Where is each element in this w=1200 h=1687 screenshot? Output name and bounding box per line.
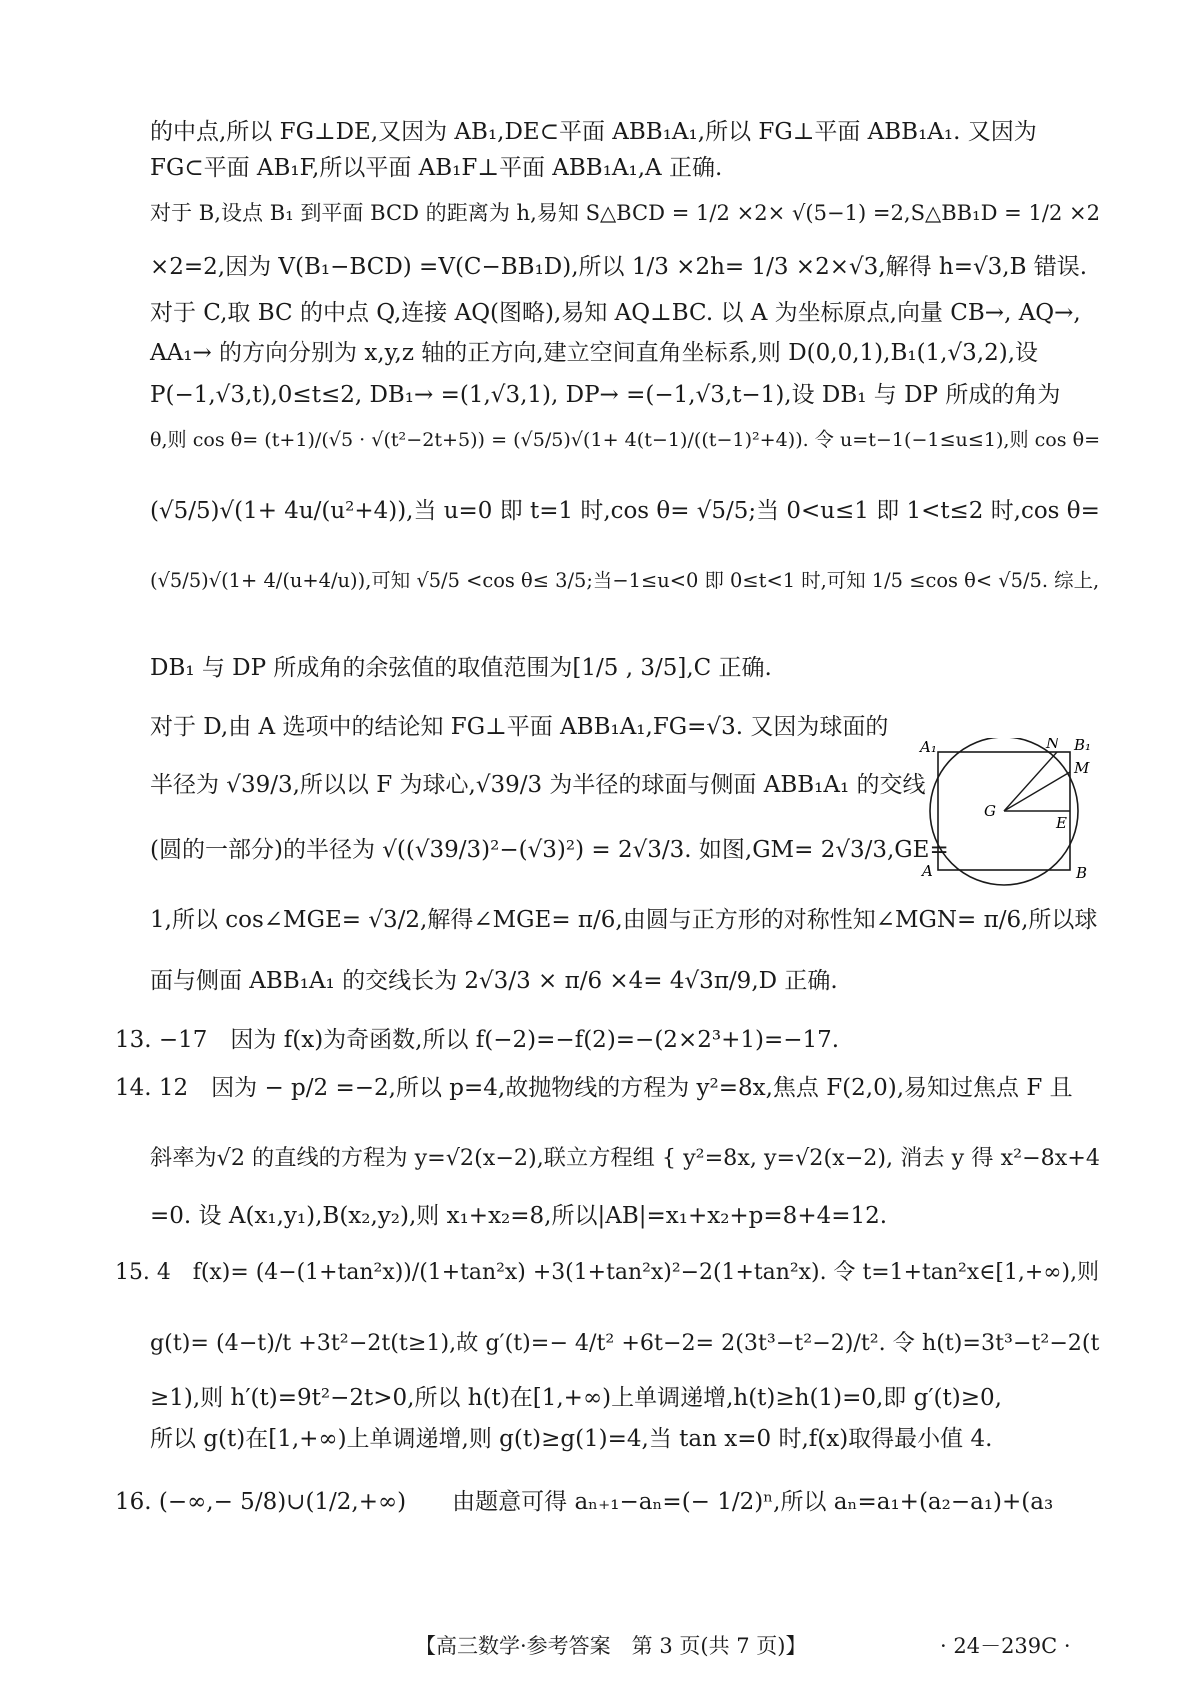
label-m: M [1074,759,1090,777]
text-line-7: P(−1,√3,t),0≤t≤2, DB₁→ =(1,√3,1), DP→ =(−1,√3,t−1),设 DB₁ 与 DP 所成的角为 [150,382,1061,408]
text-line-10: (√5/5)√(1+ 4/(u+4/u)),可知 √5/5 <cos θ≤ 3/5;当−1≤u<0 即 0≤t<1 时,可知 1/5 ≤cos θ< √5/5. 综上, [150,569,1100,592]
footer-page-info: 【高三数学·参考答案 第 3 页(共 7 页)】 [415,1634,807,1658]
answer-13: 13. −17 因为 f(x)为奇函数,所以 f(−2)=−f(2)=−(2×2³+1)=−17. [115,1027,840,1053]
text-line-5: 对于 C,取 BC 的中点 Q,连接 AQ(图略),易知 AQ⊥BC. 以 A 为坐标原点,向量 CB→, AQ→, [150,300,1081,326]
text-line-1: 的中点,所以 FG⊥DE,又因为 AB₁,DE⊂平面 ABB₁A₁,所以 FG⊥平面 ABB₁A₁. 又因为 [150,119,1037,145]
answer-15-line-2: g(t)= (4−t)/t +3t²−2t(t≥1),故 g′(t)=− 4/t² +6t−2= 2(3t³−t²−2)/t². 令 h(t)=3t³−t²−2(t [150,1330,1100,1356]
answer-15-line-3: ≥1),则 h′(t)=9t²−2t>0,所以 h(t)在[1,+∞)上单调递增,h(t)≥h(1)=0,即 g′(t)≥0, [150,1385,1002,1411]
circle-square-figure [918,738,1098,888]
answer-15-line-1: 15. 4 f(x)= (4−(1+tan²x))/(1+tan²x) +3(1+tan²x)²−2(1+tan²x). 令 t=1+tan²x∈[1,+∞),则 [115,1260,1100,1285]
label-n: N [1046,738,1060,752]
text-line-15: 1,所以 cos∠MGE= √3/2,解得∠MGE= π/6,由圆与正方形的对称性知∠MGN= π/6,所以球 [150,907,1098,933]
text-line-11: DB₁ 与 DP 所成角的余弦值的取值范围为[1/5 , 3/5],C 正确. [150,655,772,681]
answer-14-line-1: 14. 12 因为 − p/2 =−2,所以 p=4,故抛物线的方程为 y²=8x,焦点 F(2,0),易知过焦点 F 且 [115,1075,1073,1101]
answer-14-line-3: =0. 设 A(x₁,y₁),B(x₂,y₂),则 x₁+x₂=8,所以|AB|=x₁+x₂+p=8+4=12. [150,1203,888,1229]
label-a1: A₁ [920,738,937,756]
text-line-4: ×2=2,因为 V(B₁−BCD) =V(C−BB₁D),所以 1/3 ×2h= 1/3 ×2×√3,解得 h=√3,B 错误. [150,254,1088,280]
text-line-9: (√5/5)√(1+ 4u/(u²+4)),当 u=0 即 t=1 时,cos θ= √5/5;当 0<u≤1 即 1<t≤2 时,cos θ= [150,498,1100,524]
answer-16: 16. (−∞,− 5/8)∪(1/2,+∞) 由题意可得 aₙ₊₁−aₙ=(− 1/2)ⁿ,所以 aₙ=a₁+(a₂−a₁)+(a₃ [115,1489,1054,1515]
answer-15-line-4: 所以 g(t)在[1,+∞)上单调递增,则 g(t)≥g(1)=4,当 tan x=0 时,f(x)取得最小值 4. [150,1426,993,1452]
label-b1: B₁ [1074,738,1092,754]
text-line-3: 对于 B,设点 B₁ 到平面 BCD 的距离为 h,易知 S△BCD = 1/2 ×2× √(5−1) =2,S△BB₁D = 1/2 ×2 [150,200,1101,225]
text-line-16: 面与侧面 ABB₁A₁ 的交线长为 2√3/3 × π/6 ×4= 4√3π/9,D 正确. [150,968,838,994]
text-line-2: FG⊂平面 AB₁F,所以平面 AB₁F⊥平面 ABB₁A₁,A 正确. [150,155,723,181]
segment-gn [1004,752,1057,811]
text-line-8: θ,则 cos θ= (t+1)/(√5 · √(t²−2t+5)) = (√5/5)√(1+ 4(t−1)/((t−1)²+4)). 令 u=t−1(−1≤u≤1),则 cos θ= [150,429,1101,451]
segment-gm [1004,772,1070,811]
text-line-12: 对于 D,由 A 选项中的结论知 FG⊥平面 ABB₁A₁,FG=√3. 又因为球面的 [150,714,889,740]
footer-code: · 24－239C · [940,1634,1071,1658]
label-e: E [1056,814,1067,832]
text-line-14: (圆的一部分)的半径为 √((√39/3)²−(√3)²) = 2√3/3. 如图,GM= 2√3/3,GE= [150,837,949,863]
label-a: A [922,862,933,880]
text-line-6: AA₁→ 的方向分别为 x,y,z 轴的正方向,建立空间直角坐标系,则 D(0,0,1),B₁(1,√3,2),设 [150,340,1039,366]
label-b: B [1076,864,1088,882]
label-g: G [984,802,996,820]
text-line-13: 半径为 √39/3,所以以 F 为球心,√39/3 为半径的球面与侧面 ABB₁A₁ 的交线 [150,772,926,798]
answer-14-line-2: 斜率为√2 的直线的方程为 y=√2(x−2),联立方程组 { y²=8x, y=√2(x−2), 消去 y 得 x²−8x+4 [150,1145,1101,1171]
